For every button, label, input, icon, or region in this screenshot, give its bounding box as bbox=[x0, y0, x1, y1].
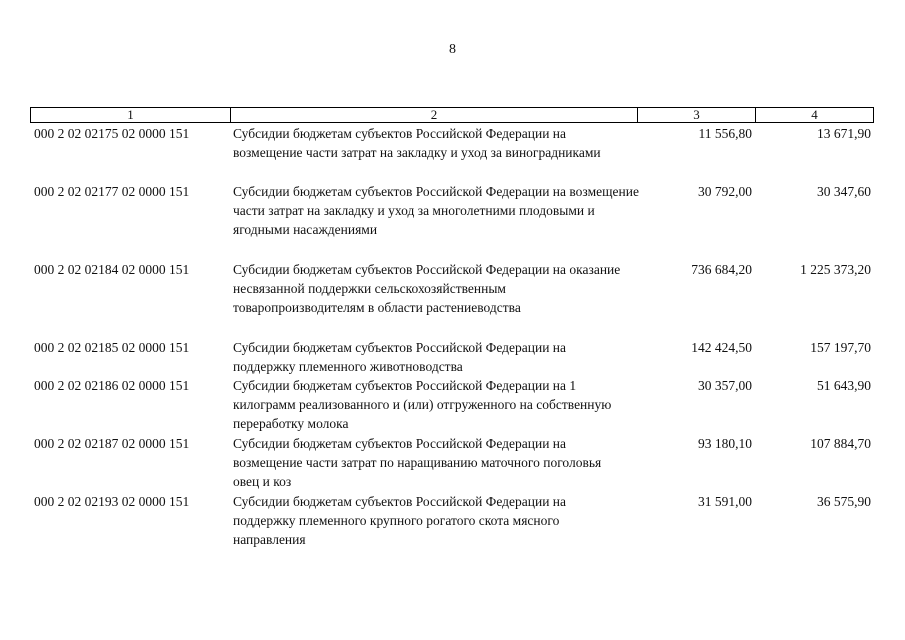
row-description: Субсидии бюджетам субъектов Российской Федерации на поддержку племенного животноводства bbox=[233, 340, 567, 374]
row-value-col4: 36 575,90 bbox=[817, 494, 871, 509]
row-description: Субсидии бюджетам субъектов Российской Федерации на 1 килограмм реализованного и (или) отгруженного на собственную переработку молока bbox=[233, 378, 612, 431]
row-value-col4: 30 347,60 bbox=[817, 184, 871, 199]
row-value-col4: 107 884,70 bbox=[810, 436, 871, 451]
row-value-col3: 11 556,80 bbox=[698, 126, 752, 141]
row-value-col3: 30 357,00 bbox=[698, 378, 752, 393]
row-value-col4: 157 197,70 bbox=[810, 340, 871, 355]
row-value-col4: 1 225 373,20 bbox=[800, 262, 871, 277]
header-col-2: 2 bbox=[230, 107, 638, 123]
page-number: 8 bbox=[449, 42, 456, 57]
row-description: Субсидии бюджетам субъектов Российской Федерации на возмещение части затрат на закладку и уход за виноградниками bbox=[233, 126, 601, 160]
row-value-col3: 93 180,10 bbox=[698, 436, 752, 451]
row-value-col3: 142 424,50 bbox=[691, 340, 752, 355]
row-code: 000 2 02 02185 02 0000 151 bbox=[34, 340, 190, 355]
row-description: Субсидии бюджетам субъектов Российской Федерации на поддержку племенного крупного рогатого скота мясного направления bbox=[233, 494, 567, 547]
row-code: 000 2 02 02187 02 0000 151 bbox=[34, 436, 190, 451]
row-description: Субсидии бюджетам субъектов Российской Федерации на возмещение части затрат на закладку и уход за многолетними плодовыми и ягодными насаждениями bbox=[233, 184, 639, 237]
row-value-col3: 736 684,20 bbox=[691, 262, 752, 277]
row-value-col3: 31 591,00 bbox=[698, 494, 752, 509]
row-code: 000 2 02 02184 02 0000 151 bbox=[34, 262, 190, 277]
row-code: 000 2 02 02175 02 0000 151 bbox=[34, 126, 190, 141]
row-value-col3: 30 792,00 bbox=[698, 184, 752, 199]
header-col-4: 4 bbox=[755, 107, 874, 123]
row-code: 000 2 02 02193 02 0000 151 bbox=[34, 494, 190, 509]
row-description: Субсидии бюджетам субъектов Российской Федерации на возмещение части затрат по наращиванию маточного поголовья овец и коз bbox=[233, 436, 602, 489]
row-code: 000 2 02 02186 02 0000 151 bbox=[34, 378, 190, 393]
row-value-col4: 51 643,90 bbox=[817, 378, 871, 393]
row-code: 000 2 02 02177 02 0000 151 bbox=[34, 184, 190, 199]
row-description: Субсидии бюджетам субъектов Российской Федерации на оказание несвязанной поддержки сельскохозяйственным товаропроизводителям в области растениеводства bbox=[233, 262, 621, 315]
row-value-col4: 13 671,90 bbox=[817, 126, 871, 141]
header-col-1: 1 bbox=[30, 107, 231, 123]
header-col-3: 3 bbox=[637, 107, 756, 123]
